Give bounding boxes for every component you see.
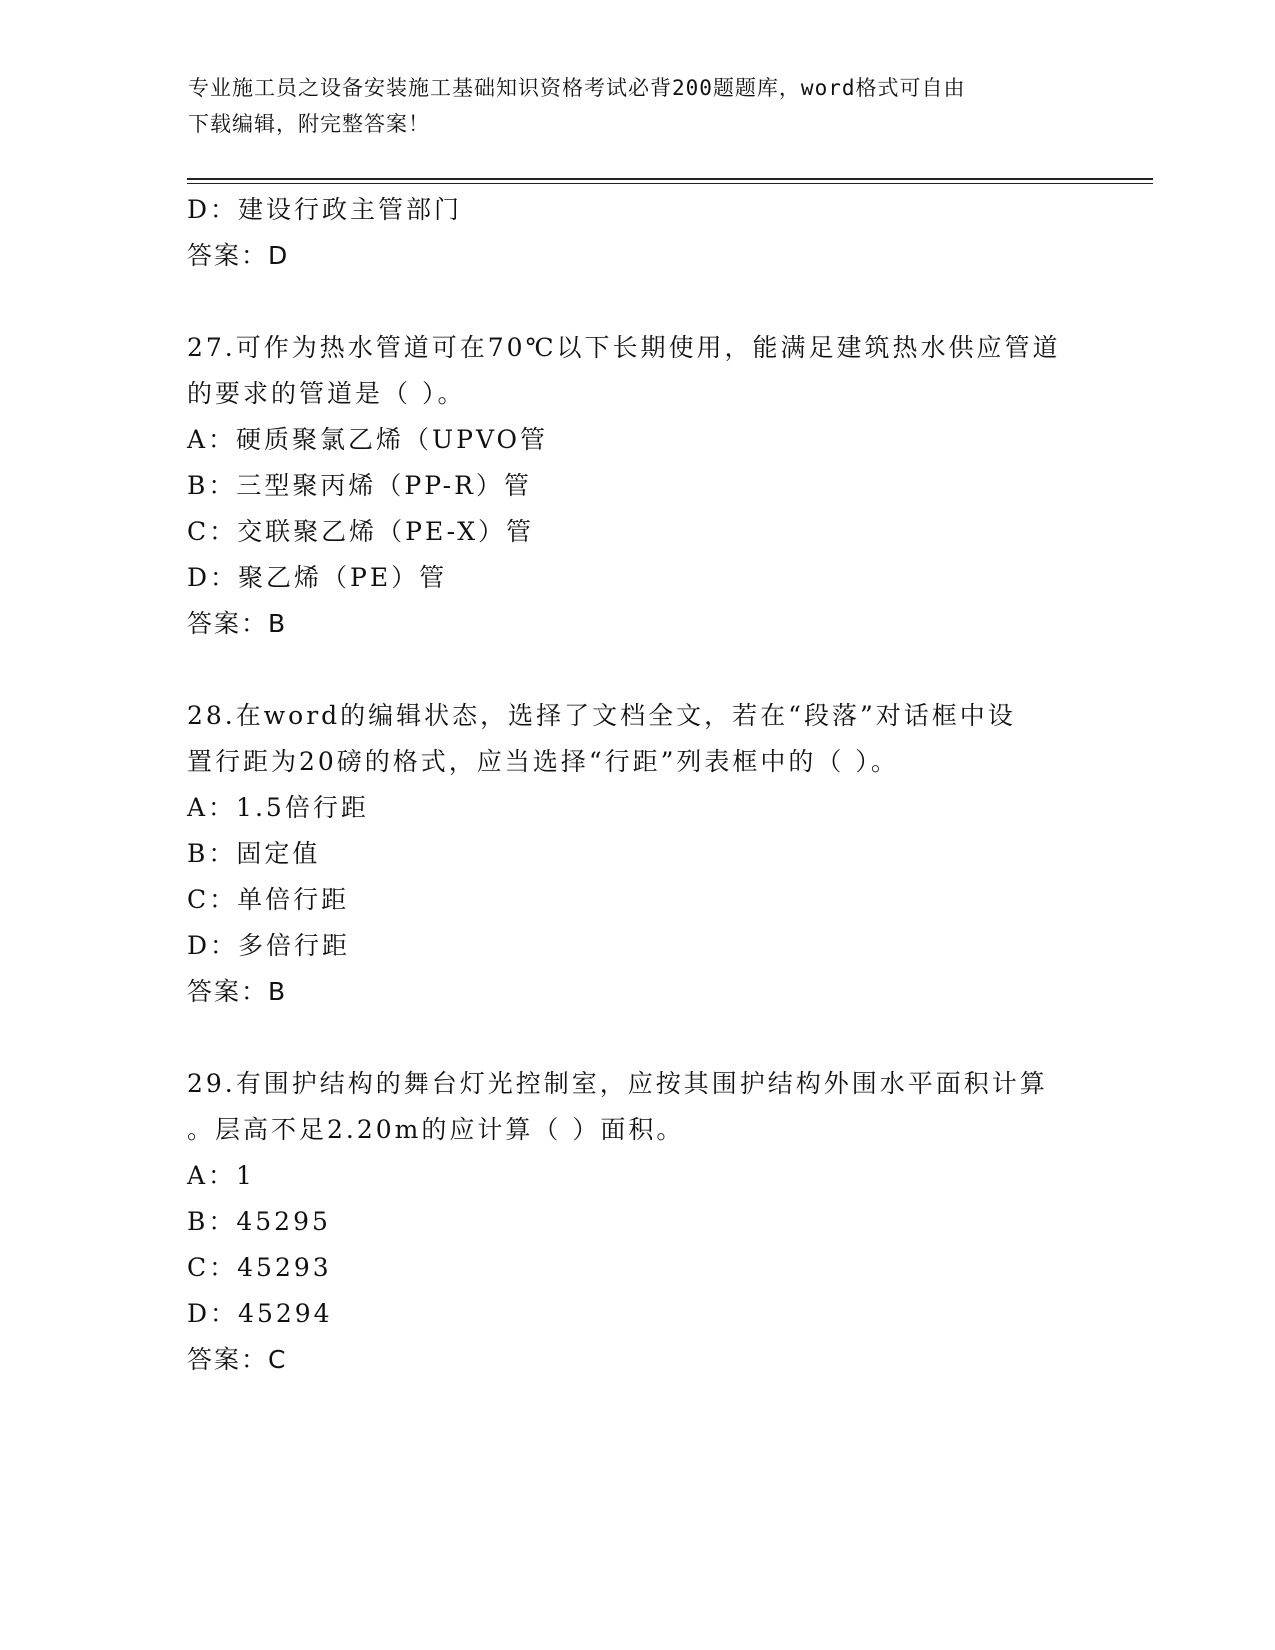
question-stem-line: 29.有围护结构的舞台灯光控制室，应按其围护结构外围水平面积计算 (187, 1069, 1048, 1098)
question-option-b: B：固定值 (187, 839, 321, 868)
question-option-d: D：聚乙烯（PE）管 (187, 563, 448, 592)
question-answer: 答案：C (187, 1345, 288, 1374)
question-28 (187, 693, 1087, 1015)
question-option-c: C：交联聚乙烯（PE-X）管 (187, 517, 535, 546)
question-option-a: A：1.5倍行距 (187, 793, 369, 822)
question-stem-line: 28.在word的编辑状态，选择了文档全文，若在“段落”对话框中设 (187, 701, 1016, 730)
question-option-b: B：45295 (187, 1207, 331, 1236)
header-title-line-1: 专业施工员之设备安装施工基础知识资格考试必背200题题库，word格式可自由 (188, 76, 966, 100)
spacer (187, 647, 1087, 693)
question-stem-line: 的要求的管道是（ ）。 (187, 379, 466, 408)
question-answer: 答案：B (187, 609, 288, 638)
question-option-b: B：三型聚丙烯（PP-R）管 (187, 471, 532, 500)
prev-question-option-d: D：建设行政主管部门 (187, 195, 463, 224)
question-option-a: A：1 (187, 1161, 255, 1190)
question-stem-line: 。层高不足2.20m的应计算（ ）面积。 (187, 1115, 685, 1144)
question-option-c: C：单倍行距 (187, 885, 350, 914)
header-divider-thick (187, 178, 1153, 180)
question-option-c: C：45293 (187, 1253, 332, 1282)
spacer (187, 1015, 1087, 1061)
question-29 (187, 1061, 1087, 1383)
question-stem-line: 27.可作为热水管道可在70℃以下长期使用，能满足建筑热水供应管道 (187, 333, 1061, 362)
question-answer: 答案：B (187, 977, 288, 1006)
header-divider-thin (187, 183, 1153, 184)
question-option-d: D：多倍行距 (187, 931, 351, 960)
document-header (188, 70, 1088, 142)
header-title-line-2: 下载编辑，附完整答案！ (188, 112, 430, 136)
prev-question-answer: 答案：D (187, 241, 290, 270)
question-stem-line: 置行距为20磅的格式，应当选择“行距”列表框中的（ ）。 (187, 747, 899, 776)
question-27 (187, 325, 1087, 647)
question-option-d: D：45294 (187, 1299, 333, 1328)
question-content (187, 187, 1087, 1383)
question-option-a: A：硬质聚氯乙烯（UPVO管 (187, 425, 549, 454)
spacer (187, 279, 1087, 325)
